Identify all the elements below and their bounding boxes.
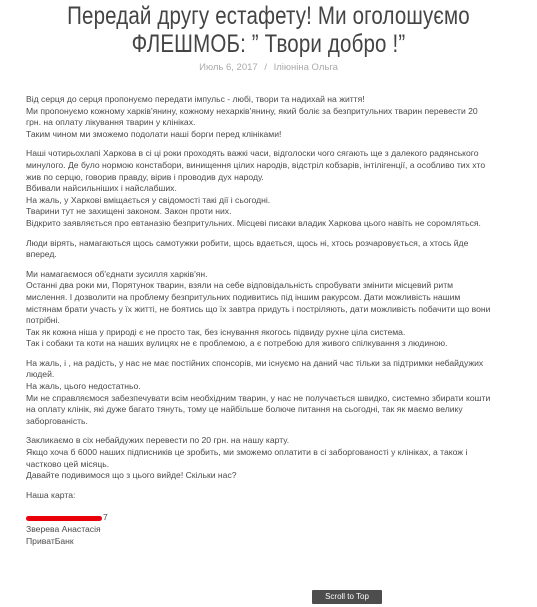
article-body — [26, 94, 514, 547]
meta-separator: / — [264, 62, 267, 73]
paragraph-line: Останні два роки ми, Порятунок тварин, взяли на себе відповідальність спробувати змінити місцевий ритм — [26, 280, 454, 291]
article-meta — [0, 62, 537, 73]
article-paragraph — [26, 435, 514, 481]
paragraph-line: вперед. — [26, 249, 57, 260]
paragraph-line: Ми не справляємося забезпечувати всім необхідним тварин, у нас не получається швидко, системно збирати кошти — [26, 392, 491, 403]
paragraph-line: Давайте подивимося що з цього вийде! Скільки нас? — [26, 470, 237, 481]
paragraph-line: частково цей місяць. — [26, 458, 110, 469]
paragraph-line: Відкрито заявляється про евтаназію безпритульних. Місцеві писаки владик Харкова цього навіть не соромляться. — [26, 217, 481, 228]
paragraph-line: мислення. І дозволити на проблему безпритульних подивитись під іншим ракурсом. Дати можливість нашим — [26, 291, 461, 302]
card-holder: Зверева Анастасія — [26, 524, 101, 534]
paragraph-line: Наші чотирьохлапі Харкова в сі ці роки проходять важкі часи, відголоски чого сягають ще з далекого радянського — [26, 148, 479, 159]
article-paragraph — [26, 148, 514, 229]
paragraph-line: Тварини тут не захищені законом. Закон проти них. — [26, 206, 232, 217]
article-paragraph — [26, 94, 514, 140]
card-details — [26, 490, 514, 547]
paragraph-line: Від серця до серця пропонуємо передати імпульс - любі, твори та надихай на життя! — [26, 94, 365, 104]
article-date-link[interactable]: Июль 6, 2017 — [199, 62, 258, 73]
paragraph-line: містянам брати участь у їх житті, не боятись що їх завтра придуть і постріляють, дати можливість побачити що вони — [26, 303, 491, 314]
article-title-line-1: Передай другу естафету! Ми оголошуємо ФЛЕШМОБ: ” — [67, 2, 470, 58]
paragraph-line: Таким чином ми зможемо подолати наші борги перед клініками! — [26, 128, 282, 139]
article-paragraph — [26, 358, 514, 428]
article-author-link[interactable]: Іліюніна Ольга — [273, 62, 338, 73]
paragraph-line: Вбивали найсильніших і найслабших. — [26, 183, 177, 194]
paragraph-line: потрібні. — [26, 315, 60, 326]
card-label: Наша карта: — [26, 489, 76, 500]
article-paragraphs — [26, 94, 514, 482]
paragraph-line: заборгованість. — [26, 415, 88, 426]
paragraph-line: жив по серцю, говорив правду, вірив і проводив дух народу. — [26, 171, 264, 182]
paragraph-line: Закликаємо в сіх небайдужих перевести по 20 грн. на нашу карту. — [26, 435, 290, 446]
card-number-suffix: 7 — [103, 512, 108, 523]
redaction-mark — [26, 516, 102, 521]
paragraph-line: Якщо хоча б 6000 наших підписників це зробить, ми зможемо оплатити в сі заборгованості у клініках, а також і — [26, 447, 468, 458]
paragraph-line: людей. — [26, 369, 55, 380]
scroll-to-top-button[interactable]: Scroll to Top — [312, 590, 382, 604]
paragraph-line: грн. на оплату лікування тварин у клініках. — [26, 117, 196, 128]
article-paragraph — [26, 269, 514, 350]
card-bank: ПриватБанк — [26, 535, 74, 546]
article-paragraph — [26, 238, 514, 261]
paragraph-line: Так як кожна ніша у природі є не просто так, без існування якогось підвиду рухне ціла система. — [26, 326, 406, 337]
article-title — [57, 2, 481, 58]
paragraph-line: На жаль, цього недостатньо. — [26, 381, 141, 392]
paragraph-line: Ми намагаємося об'єднати зусилля харків'ян. — [26, 268, 208, 279]
paragraph-line: На жаль, і , на радість, у нас не має постійних спонсорів, ми існуємо на даний час тільки за підтримки небайдужих — [26, 357, 484, 368]
card-number — [26, 512, 514, 524]
paragraph-line: Люди вірять, намагаються щось самотужки робити, щось вдається, щось ні, хтось розчаровується, а хтось йде — [26, 237, 469, 248]
paragraph-line: Так і собаки та коти на наших вулицях не є проблемою, а є потребою для живого спілкування з людиною. — [26, 338, 448, 349]
paragraph-line: минулого. Де було нормою констабори, винищення цілих народів, відстріл кобзарів, інтілігенції, а особливо тих хто — [26, 159, 486, 170]
paragraph-line: На жаль, у Харкові вміщається у свідомості такі дії і сьогодні. — [26, 194, 271, 205]
paragraph-line: на оплату клінік, які дуже багато тянуть, тому це найбільше болюче питання на сьогодні, так як маємо велику — [26, 404, 463, 415]
article-title-line-2: Твори добро !” — [264, 30, 406, 58]
paragraph-line: Ми пропонуємо кожному харків'янину, кожному нехарків'янину, який боліє за безпритульних тварин перевести 20 — [26, 105, 478, 116]
